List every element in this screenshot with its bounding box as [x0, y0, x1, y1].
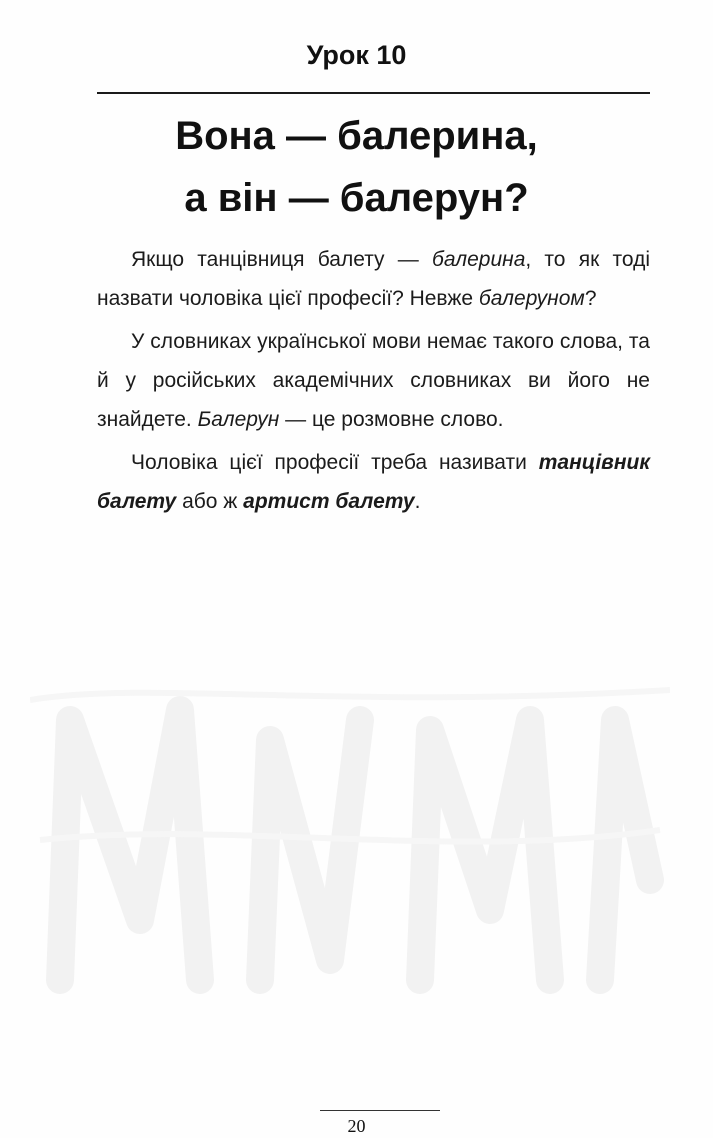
footer-divider: [320, 1110, 440, 1111]
text-span: , то як тоді назвати чоловіка цієї професії? Невже: [97, 248, 650, 310]
bold-italic-term: артист балету: [243, 490, 415, 513]
faded-illustration-watermark: [30, 680, 670, 1000]
article-body: [97, 240, 650, 525]
page-title: [60, 105, 653, 229]
italic-term: балеруном: [478, 287, 585, 310]
paragraph-3: [97, 443, 650, 521]
italic-term: Балерун: [197, 408, 280, 431]
title-line-1: Вона — балерина,: [175, 114, 538, 158]
title-line-2: а він — балерун?: [184, 176, 529, 220]
italic-term: балерина: [432, 248, 526, 271]
text-span: Якщо танцівниця балету —: [131, 248, 432, 271]
paragraph-2: [97, 322, 650, 439]
text-span: ?: [584, 287, 597, 310]
text-span: або ж: [176, 490, 244, 513]
lesson-label: Урок 10: [306, 40, 407, 70]
bold-italic-term: танцівник балету: [97, 451, 650, 513]
text-span: .: [414, 490, 421, 513]
text-span: — це розмовне слово.: [279, 408, 504, 431]
text-span: У словниках української мови немає такого слова, та й у російських академічних словниках ви його не знайдете.: [97, 330, 650, 431]
text-span: Чоловіка цієї професії треба називати: [131, 451, 539, 474]
paragraph-1: [97, 240, 650, 318]
page-number: 20: [347, 1116, 366, 1136]
header-divider: [97, 92, 650, 94]
